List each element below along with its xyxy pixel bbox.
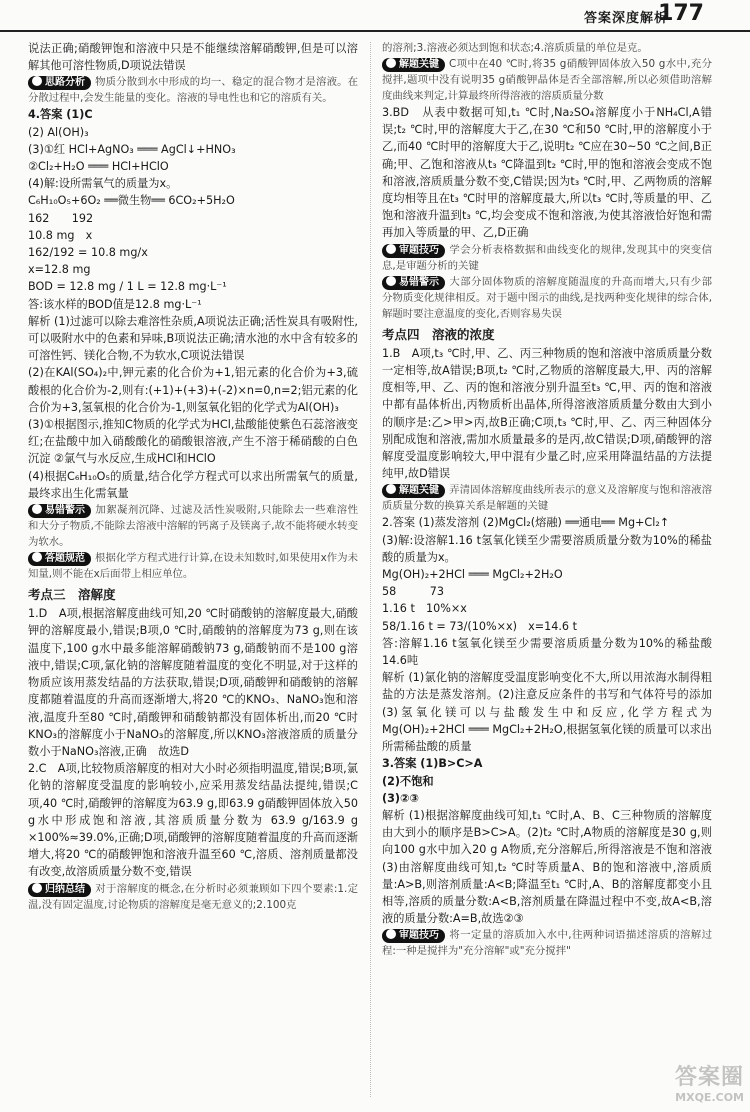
tip-tag-label: 易错警示: [399, 276, 439, 288]
tip-icon: [386, 244, 396, 254]
right-column: [382, 40, 712, 959]
paragraph: 说法正确;硝酸钾饱和溶液中只是不能继续溶解硝酸钾,但是可以溶解其他可溶性物质,D项说法错误: [28, 42, 358, 73]
tip-box: [28, 881, 358, 913]
tip-text: 加絮凝剂沉降、过滤及活性炭吸附,只能除去一些难溶性和大分子物质,不能除去溶液中溶解的钙离子及镁离子,故不能将硬水转变为软水。: [28, 504, 358, 549]
tip-text: 根据化学方程式进行计算,在设未知数时,如果使用x作为未知量,则不能在x后面带上相应单位。: [28, 552, 358, 581]
tip-tag: [28, 883, 91, 897]
paragraph: 1.D A项,根据溶解度曲线可知,20 ℃时硝酸钠的溶解度最大,硝酸钾的溶解度最小,错误;B项,0 ℃时,硝酸钠的溶解度为73 g,则在该温度下,100 g水中最多能溶解硝酸钠73 g,硝酸钠而不是100 g溶液中,错误;C项,氯化钠的溶解度随着温度的变化不明显,对于这样的物质应该用蒸发结晶的方法获取,错误;D项,硝酸钾和硝酸钠的溶解度都随着温度的升高而逐渐增大,将20 ℃的KNO₃、NaNO₃饱和溶液,温度升至80 ℃时,硝酸钾和硝酸钠都没有固体析出,而20 ℃时KNO₃的溶解度小于NaNO₃的溶解度,所以KNO₃溶液溶质的质量分数小于NaNO₃溶液,正确 故选D: [28, 607, 358, 758]
tip-tag: [382, 276, 445, 290]
tip-tag: [382, 58, 445, 72]
tip-box: [28, 502, 358, 550]
tip-box: [382, 482, 712, 514]
tip-box: [28, 550, 358, 582]
tip-tag-label: 答题规范: [45, 553, 85, 565]
tip-tag: [382, 484, 445, 498]
tip-tag: [28, 76, 91, 90]
paragraph: 解析 (1)氯化钠的溶解度受温度影响变化不大,所以用浓海水制得粗盐的方法是蒸发溶剂。(2)注意反应条件的书写和气体符号的添加 (3)氢氧化镁可以与盐酸发生中和反应,化学方程式为Mg(OH)₂+2HCl ═══ MgCl₂+2H₂O,根据氢氧化镁的质量可以求出所需稀盐酸的质量: [382, 671, 712, 754]
tip-tag-label: 审题技巧: [399, 244, 439, 256]
tip-tag: [28, 552, 91, 566]
watermark-line2: MXQE.COM: [675, 1091, 744, 1104]
tip-icon: [32, 552, 42, 562]
tip-box: [382, 40, 712, 56]
paragraph: 3.BD 从表中数据可知,t₁ ℃时,Na₂SO₄溶解度小于NH₄Cl,A错误;t₂ ℃时,甲的溶解度大于乙,在30 ℃和50 ℃时,甲的溶解度小于乙,而40 ℃时甲的溶解度大于乙,说明t₂ ℃应在30~50 ℃之间,B正确;甲、乙饱和溶液从t₃ ℃降温到t₂ ℃时,甲的饱和溶液会变成不饱和溶液,溶质质量分数不变,C错误;因为t₃ ℃时,甲、乙两物质的溶解度均相等且在t₃ ℃时甲的溶解度最大,所以t₃ ℃时,等质量的甲、乙饱和溶液升温到t₃ ℃,均会变成不饱和溶液,为使其溶液恰好饱和需再加入等质量的甲、乙,D正确: [382, 106, 712, 240]
watermark: [675, 1060, 744, 1104]
header-title: 答案深度解析: [583, 11, 668, 26]
answer-line: 4.答案 (1)C: [28, 108, 93, 122]
tip-icon: [386, 58, 396, 68]
tip-text: 物质分散到水中形成的均一、稳定的混合物才是溶液。在分散过程中,会发生能量的变化。溶液的导电性也和它的溶质有关。: [28, 76, 358, 105]
tip-tag: [382, 929, 445, 943]
tip-tag-label: 归纳总结: [45, 883, 85, 895]
tip-box: [382, 242, 712, 274]
paragraph: 解析 (1)根据溶解度曲线可知,t₁ ℃时,A、B、C三种物质的溶解度由大到小的顺序是B>C>A。(2)t₂ ℃时,A物质的溶解度是30 g,则向100 g水中加入20 g A物质,充分溶解后,所得溶液是不饱和溶液 (3)由溶解度曲线可知,t₂ ℃时等质量A、B的饱和溶液中,溶质质量:A>B,则溶剂质量:A<B;降温至t₁ ℃时,A、B的溶解度都变小且相等,溶质的质量分数:A<B,溶剂质量在降温过程中不变,故A<B,溶液的质量分数:A=B,故选②③: [382, 808, 712, 926]
tip-tag-label: 审题技巧: [399, 930, 439, 942]
tip-box: [28, 74, 358, 106]
section-heading: 考点三 溶解度: [28, 587, 116, 603]
tip-box: [382, 927, 712, 959]
tip-icon: [32, 76, 42, 86]
tip-box: [382, 274, 712, 322]
paragraph: 2.答案 (1)蒸发溶剂 (2)MgCl₂(熔融) ══通电══ Mg+Cl₂↑ (3)解:设溶解1.16 t氢氧化镁至少需要溶质质量分数为10%的稀盐酸的质量为x。 Mg(OH)₂+2HCl ═══ MgCl₂+2H₂O 58 73 1.16 t 10%×x 58/1.16 t = 73/(10%×x) x=14.6 t 答:溶解1.16 t氢氧化镁至少需要溶质质量分数为10%的稀盐酸14.6吨: [382, 516, 712, 668]
section-heading: 考点四 溶液的浓度: [382, 326, 495, 342]
tip-text: 学会分析表格数据和曲线变化的规律,发现其中的突变信息,是审题分析的关键: [382, 243, 712, 272]
tip-text: 对于溶解度的概念,在分析时必须兼顾如下四个要素:1.定温,没有固定温度,讨论物质的溶解度是毫无意义的;2.100克: [28, 882, 358, 911]
tip-box: [382, 56, 712, 104]
page-number: 177: [658, 1, 704, 26]
left-column: [28, 40, 358, 913]
tip-tag-label: 解题关键: [399, 59, 439, 70]
tip-text: 弄清固体溶解度曲线所表示的意义及溶解度与饱和溶液溶质质量分数的换算关系是解题的关键: [382, 484, 712, 513]
answer-line: 3.答案 (1)B>C>A (2)不饱和 (3)②③: [382, 757, 483, 805]
paragraph: (2) Al(OH)₃ (3)①红 HCl+AgNO₃ ═══ AgCl↓+HNO₃ ②Cl₂+H₂O ═══ HCl+HClO (4)解:设所需氧气的质量为x。 C₆H₁₀O₅+6O₂ ══微生物══ 6CO₂+5H₂O 162 192 10.8 mg x 162/192 = 10.8 mg/x x=12.8 mg BOD = 12.8 mg / 1 L = 12.8 mg·L⁻¹ 答:该水样的BOD值是12.8 mg·L⁻¹: [28, 125, 236, 311]
tip-icon: [386, 484, 396, 494]
tip-tag-label: 易错警示: [45, 505, 85, 517]
watermark-line1: 答案圈: [674, 1065, 744, 1090]
tip-icon: [386, 276, 396, 286]
tip-tag: [382, 244, 445, 258]
paragraph: 1.B A项,t₃ ℃时,甲、乙、丙三种物质的饱和溶液中溶质质量分数一定相等,故A错误;B项,t₂ ℃时,乙物质的溶解度最大,甲、丙的溶解度相等,甲、乙、丙的饱和溶液分别升温至t₃ ℃,甲、丙的饱和溶液中都有晶体析出,丙物质析出晶体,所得溶液溶质质量分数由大到小的顺序是:乙>甲>丙,故B正确;C项,t₃ ℃时,甲、乙、丙三种固体分别配成饱和溶液,需加水质量最多的是丙,故C错误;D项,硝酸钾的溶解度受温度影响较大,甲中混有少量乙时,应采用降温结晶的方法提纯甲,故D错误: [382, 346, 712, 481]
tip-text: 的溶剂;3.溶液必须达到饱和状态;4.溶质质量的单位是克。: [382, 42, 648, 54]
tip-tag-label: 解题关键: [399, 485, 439, 497]
tip-icon: [386, 929, 396, 939]
tip-text: 将一定量的溶质加入水中,往两种词语描述溶质的溶解过程:一种是搅拌为"充分溶解"或"充分搅拌": [382, 929, 712, 958]
column-divider: [370, 42, 371, 1097]
tip-tag-label: 思路分析: [45, 77, 85, 89]
tip-tag: [28, 504, 91, 518]
tip-icon: [32, 883, 42, 893]
tip-text: C项中在40 ℃时,将35 g硝酸钾固体放入50 g水中,充分搅拌,题项中没有说明35 g硝酸钾晶体是否全部溶解,所以必须借助溶解度曲线来判定,计算最终所得溶液的溶质质量分数: [382, 58, 712, 102]
tip-icon: [32, 504, 42, 514]
tip-text: 大部分固体物质的溶解度随温度的升高而增大,只有少部分物质变化规律相反。对于题中图示的曲线,是找两种变化规律的综合体,解题时要注意温度的变化,否则容易失误: [382, 275, 712, 320]
paragraph: 2.C A项,比较物质溶解度的相对大小时必须指明温度,错误;B项,氯化钠的溶解度受温度的影响较小,应采用蒸发结晶法提纯,错误;C项,40 ℃时,硝酸钾的溶解度为63.9 g,即63.9 g硝酸钾固体放入50 g水中形成饱和溶液,其溶质质量分数为 63.9 g/163.9 g ×100%≈39.0%,正确;D项,硝酸钾的溶解度随着温度的升高而逐渐增大,将20 ℃的硝酸钾饱和溶液升温至60 ℃,溶质、溶剂质量都没有改变,故溶质质量分数不变,错误: [28, 762, 358, 879]
paragraph: 解析 (1)过滤可以除去难溶性杂质,A项说法正确;活性炭具有吸附性,可以吸附水中的色素和异味,B项说法正确;清水池的水中含有较多的可溶性钙、镁化合物,不为软水,C项说法错误 (2)在KAl(SO₄)₂中,钾元素的化合价为+1,铝元素的化合价为+3,硫酸根的化合价为-2,则有:(+1)+(+3)+(-2)×n=0,n=2;铝元素的化合价为+3,氢氧根的化合价为-1,则氢氧化铝的化学式为Al(OH)₃ (3)①根据图示,推知C物质的化学式为HCl,盐酸能使紫色石蕊溶液变红;在盐酸中加入硝酸酸化的硝酸银溶液,产生不溶于稀硝酸的白色沉淀 ②氯气与水反应,生成HCl和HClO (4)根据C₆H₁₀O₅的质量,结合化学方程式可以求出所需氧气的质量,最终求出生化需氧量: [28, 314, 358, 500]
page-header: [0, 0, 750, 32]
